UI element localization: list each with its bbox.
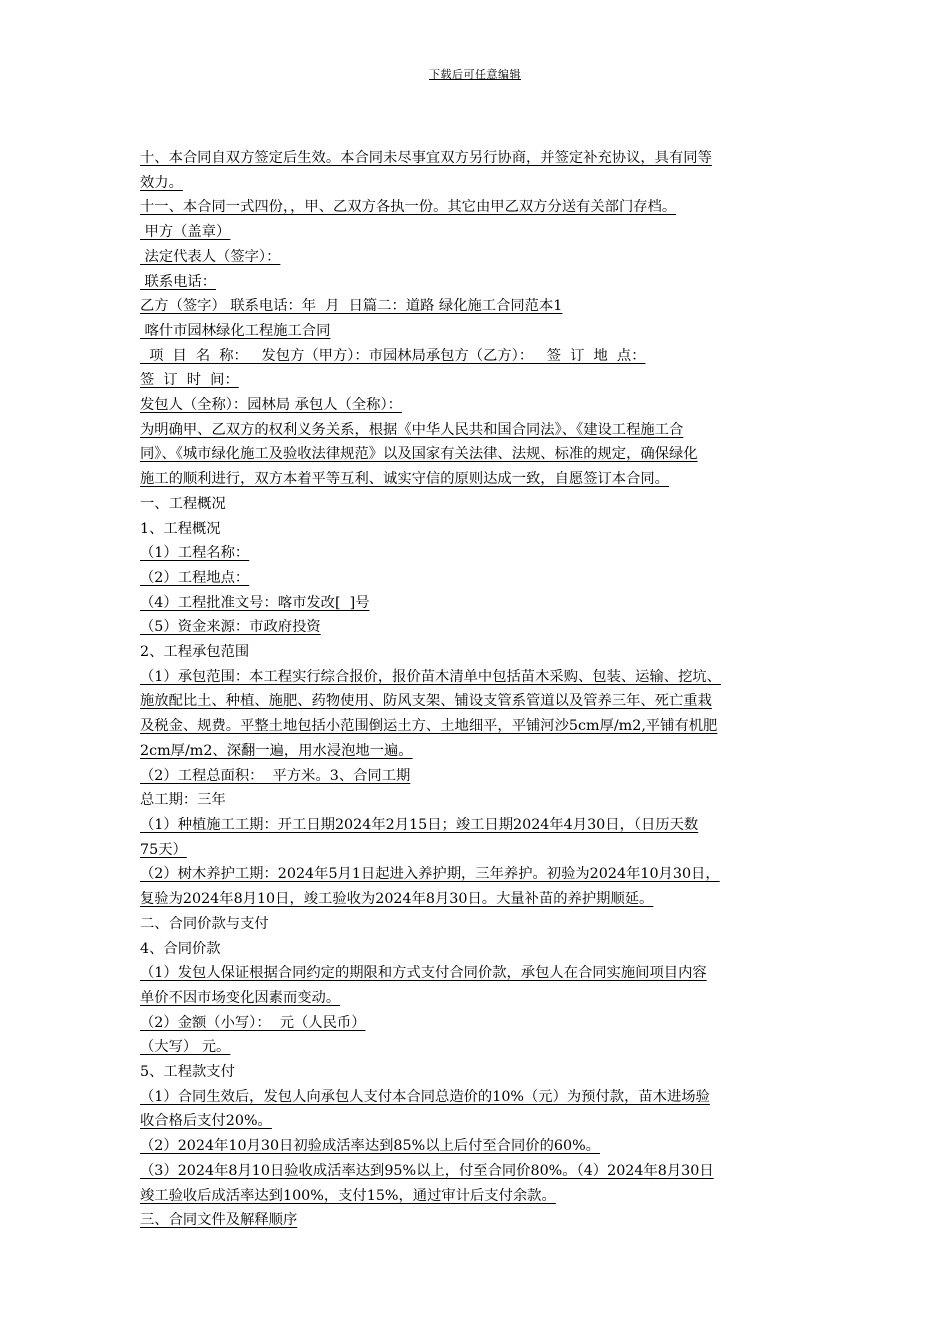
text-line: [140, 986, 828, 1011]
text-line: [140, 220, 828, 245]
line-text: 施放配比土、种植、施肥、药物使用、防风支架、铺设支管系管道以及管养三年、死亡重栽: [140, 693, 712, 710]
line-text: 十、本合同自双方签定后生效。本合同未尽事宜双方另行协商，并签定补充协议，具有同等: [140, 150, 712, 166]
text-line: [140, 270, 828, 295]
line-text: 三、合同文件及解释顺序: [140, 1212, 298, 1229]
text-line: [140, 517, 828, 542]
line-text: 签 订 时 间：: [140, 372, 239, 389]
text-line: [140, 393, 828, 418]
line-text: 为明确甲、乙双方的权利义务关系，根据《中华人民共和国合同法》、《建设工程施工合: [140, 421, 684, 438]
line-text: （1）合同生效后，发包人向承包人支付本合同总造价的10%（元）为预付款，苗木进场验: [140, 1088, 710, 1105]
page-header: [0, 66, 950, 82]
text-line: [140, 1060, 828, 1085]
line-text: 二、合同价款与支付: [140, 915, 269, 932]
line-text: （2）金额（小写）： 元（人民币）: [140, 1014, 366, 1031]
header-text: 下载后可任意编辑: [429, 68, 521, 81]
text-line: [140, 467, 828, 492]
text-line: [140, 294, 828, 319]
text-line: [140, 1159, 828, 1184]
line-text: （4）工程批准文号：喀市发改[ ]号: [140, 594, 370, 611]
text-line: [140, 245, 828, 270]
document-body: [140, 146, 828, 1233]
line-text: 十一、本合同一式四份，，甲、乙双方各执一份。其它由甲乙双方分送有关部门存档。: [140, 199, 677, 216]
text-line: [140, 862, 828, 887]
text-line: [140, 1085, 828, 1110]
line-text: 及税金、规费。平整土地包括小范围倒运土方、土地细平，平铺河沙5cm厚/m2,平铺有机肥: [140, 718, 718, 735]
line-text: （1）工程名称：: [140, 545, 250, 562]
line-text: 竣工验收后成活率达到100%，支付15%，通过审计后支付余款。: [140, 1187, 556, 1204]
text-line: [140, 937, 828, 962]
line-text: 项 目 名 称： 发包方（甲方）：市园林局承包方（乙方）： 签 订 地 点：: [140, 347, 646, 364]
line-text: 联系电话：: [140, 273, 217, 290]
text-line: [140, 368, 828, 393]
line-text: （2）工程地点：: [140, 569, 250, 586]
text-line: [140, 591, 828, 616]
text-line: [140, 146, 828, 171]
line-text: 发包人（全称）：园林局 承包人（全称）：: [140, 397, 402, 414]
line-text: 1、工程概况: [140, 520, 221, 537]
text-line: [140, 1011, 828, 1036]
text-line: [140, 665, 828, 690]
line-text: 4、合同价款: [140, 940, 221, 957]
text-line: [140, 714, 828, 739]
line-text: （2）树木养护工期：2024年5月1日起进入养护期，三年养护。初验为2024年10月30日，: [140, 866, 720, 883]
text-line: [140, 615, 828, 640]
text-line: [140, 566, 828, 591]
text-line: [140, 442, 828, 467]
line-text: 效力。: [140, 174, 183, 191]
text-line: [140, 961, 828, 986]
text-line: [140, 195, 828, 220]
text-line: [140, 541, 828, 566]
text-line: [140, 1035, 828, 1060]
text-line: [140, 1208, 828, 1233]
line-text: 单价不因市场变化因素而变动。: [140, 989, 341, 1006]
line-text: 一、工程概况: [140, 495, 226, 512]
line-text: （1）承包范围：本工程实行综合报价，报价苗木清单中包括苗木采购、包装、运输、挖坑、: [140, 668, 721, 685]
text-line: [140, 689, 828, 714]
text-line: [140, 344, 828, 369]
line-text: 法定代表人（签字）：: [140, 248, 281, 265]
text-line: [140, 1134, 828, 1159]
line-text: 喀什市园林绿化工程施工合同: [140, 322, 331, 339]
line-text: 收合格后支付20%。: [140, 1113, 272, 1130]
text-line: [140, 739, 828, 764]
text-line: [140, 764, 828, 789]
line-text: 2cm厚/m2、深翻一遍，用水浸泡地一遍。: [140, 742, 413, 759]
line-text: 5、工程款支付: [140, 1064, 235, 1081]
text-line: [140, 887, 828, 912]
text-line: [140, 640, 828, 665]
line-text: （5）资金来源：市政府投资: [140, 619, 321, 636]
text-line: [140, 838, 828, 863]
text-line: [140, 912, 828, 937]
text-line: [140, 788, 828, 813]
line-text: 总工期：三年: [140, 792, 226, 809]
text-line: [140, 319, 828, 344]
line-text: （1）发包人保证根据合同约定的期限和方式支付合同价款，承包人在合同实施间项目内容: [140, 965, 707, 982]
line-text: （3）2024年8月10日验收成活率达到95%以上，付至合同价80%。（4）2024年8月30日: [140, 1162, 714, 1179]
text-line: [140, 813, 828, 838]
line-text: （2）2024年10月30日初验成活率达到85%以上后付至合同价的60%。: [140, 1138, 600, 1155]
line-text: 施工的顺利进行，双方本着平等互利、诚实守信的原则达成一致，自愿签订本合同。: [140, 471, 669, 488]
text-line: [140, 171, 828, 196]
line-text: （大写） 元。: [140, 1039, 231, 1056]
line-text: 75天）: [140, 841, 187, 858]
line-text: 同》、《城市绿化施工及验收法律规范》以及国家有关法律、法规、标准的规定，确保绿化: [140, 446, 698, 463]
line-text: 甲方（盖章）: [140, 224, 231, 241]
text-line: [140, 1184, 828, 1209]
line-text: 复验为2024年8月10日，竣工验收为2024年8月30日。大量补苗的养护期顺延。: [140, 891, 654, 908]
line-text: （2）工程总面积： 平方米。3、合同工期: [140, 767, 411, 784]
line-text: 乙方（签字） 联系电话：年 月 日篇二：道路 绿化施工合同范本1: [140, 298, 563, 315]
line-text: （1）种植施工工期：开工日期2024年2月15日；竣工日期2024年4月30日，（日历天数: [140, 816, 699, 833]
text-line: [140, 1109, 828, 1134]
text-line: [140, 492, 828, 517]
line-text: 2、工程承包范围: [140, 644, 250, 661]
text-line: [140, 418, 828, 443]
